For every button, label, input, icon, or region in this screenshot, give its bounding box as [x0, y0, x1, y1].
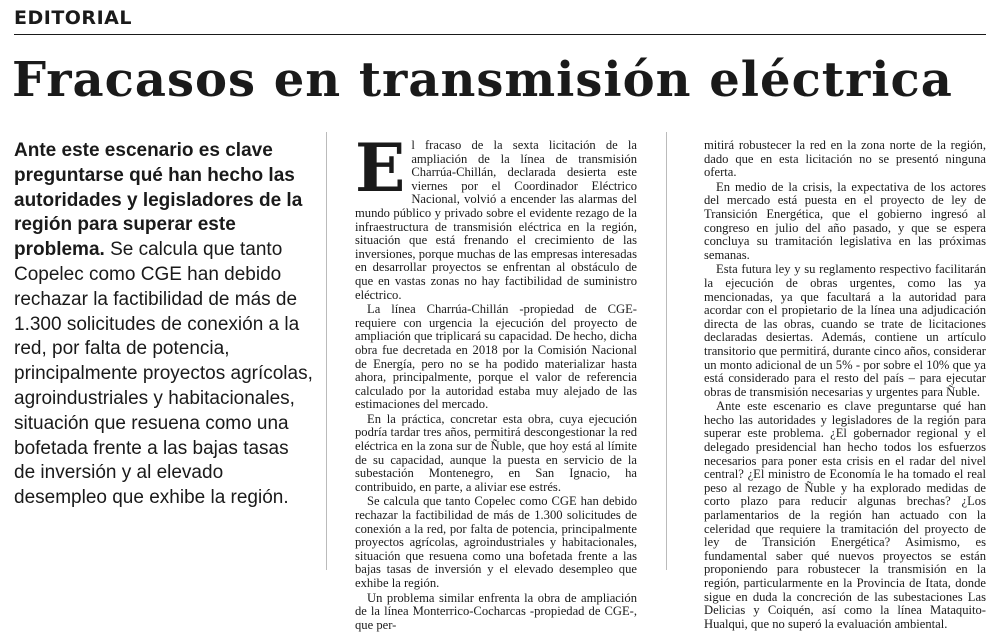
col2-paragraph-4: Ante este escenario es clave preguntarse qué han hecho las autoridades y legisladores de la región para superar este problema. ¿El gobernador regional y el delegado presidencial han hecho todos los esfuerzos necesarios para poner esta crisis en el radar del nivel central? ¿El ministro de Economía le ha tomado el real peso al rezago de Ñuble y ha explorado medidas de corto plazo para reducir algunas brechas? ¿Los parlamentarios de la región han actuado con la celeridad que requiere la tramitación del proyecto de ley de Transición Energética? Asimismo, es fundamental saber qué nuevos proyectos se están proponiendo para robustecer la transmisión en la región, particularmente en la Provincia de Itata, donde sigue en duda la concreción de las subestaciones Las Delicias y Coiquén, así como la línea Mataquito-Hualqui, que no superó la evaluación ambiental. — [704, 399, 986, 631]
article-column-2 — [704, 139, 986, 632]
lead-text: Se calcula que tanto Copelec como CGE han debido rechazar la factibilidad de más de 1.300 solicitudes de conexión a la red, por falta de potencia, principalmente proyectos agrícolas, agroindustriales y habitacionales, situación que resuena como una bofetada frente a las bajas tasas de inversión y al elevado desempleo que exhibe la región. — [14, 239, 313, 509]
col1-paragraph-3: En la práctica, concretar esta obra, cuya ejecución podría tardar tres años, permitirá descongestionar la red eléctrica en la zona sur de Ñuble, que hoy está al límite de su capacidad, aunque la puesta en servicio de la subestación Montenegro, en San Ignacio, ha contribuido, en parte, a aliviar ese estrés. — [355, 411, 637, 494]
col2-paragraph-2: En medio de la crisis, la expectativa de los actores del mercado está puesta en el proyecto de ley de Transición Energética, que el gobierno ingresó al congreso en julio del año pasado, y que se espera concluya su tramitación legislativa en las próximas semanas. — [704, 179, 986, 262]
col2-paragraph-1: mitirá robustecer la red en la zona norte de la región, dado que en esta licitación no se presentó ninguna oferta. — [704, 138, 986, 180]
column-divider-right — [666, 132, 667, 570]
section-label: EDITORIAL — [14, 7, 132, 29]
lead-bold: Ante este escenario es clave preguntarse qué han hecho las autoridades y legisladores de la región para superar este problema. — [14, 140, 303, 261]
headline: Fracasos en transmisión eléctrica — [12, 52, 953, 108]
lead-paragraph — [14, 139, 314, 511]
article-column-1 — [355, 129, 637, 633]
col2-paragraph-3: Esta futura ley y su reglamento respectivo facilitarán la ejecución de obras urgentes, como las ya mencionadas, ya que facultará a la autoridad para acordar con el propietario de la línea una adjudicación directa de las obras, cuando se trate de licitaciones declaradas desiertas. Además, contiene un artículo transitorio que permitirá, durante cinco años, considerar un monto adicional de un 5% - por sobre el 10% que ya está considerado para el resto del país – para ejecutar obras de transmisión necesarias y urgentes para Ñuble. — [704, 262, 986, 399]
header-rule — [14, 34, 986, 35]
col1-paragraph-5: Un problema similar enfrenta la obra de ampliación de la línea Monterrico-Cocharcas -propiedad de CGE-, que per- — [355, 590, 637, 632]
col1-paragraph-1: l fracaso de la sexta licitación de la ampliación de la línea de transmisión Charrúa-Chillán, declarada desierta este viernes por el Coordinador Eléctrico Nacional, volvió a encender las alarmas del mundo público y privado sobre el evidente rezago de la infraestructura de transmisión eléctrica en la región, situación que está frenando el crecimiento de las inversiones, porque muchas de las empresas interesadas en desarrollar proyectos se enfrentan al obstáculo de que en vastas zonas no hay factibilidad de suministro eléctrico. — [355, 138, 637, 302]
col1-paragraph-4: Se calcula que tanto Copelec como CGE han debido rechazar la factibilidad de más de 1.300 solicitudes de conexión a la red, por falta de potencia, principalmente proyectos agrícolas, agroindustriales y habitacionales, situación que resuena como una bofetada frente a las bajas tasas de inversión y el elevado desempleo que exhibe la región. — [355, 494, 637, 590]
col1-paragraph-2: La línea Charrúa-Chillán -propiedad de CGE- requiere con urgencia la ejecución del proyecto de ampliación que triplicará su capacidad. De hecho, dicha obra fue decretada en 2018 por la Comisión Nacional de Energía, pero no se ha podido materializar hasta ahora, principalmente, porque el valor de referencia calculado por la autoridad estaba muy alejado de las estimaciones del mercado. — [355, 302, 637, 412]
drop-cap: E — [355, 129, 406, 207]
column-divider-left — [326, 132, 327, 570]
